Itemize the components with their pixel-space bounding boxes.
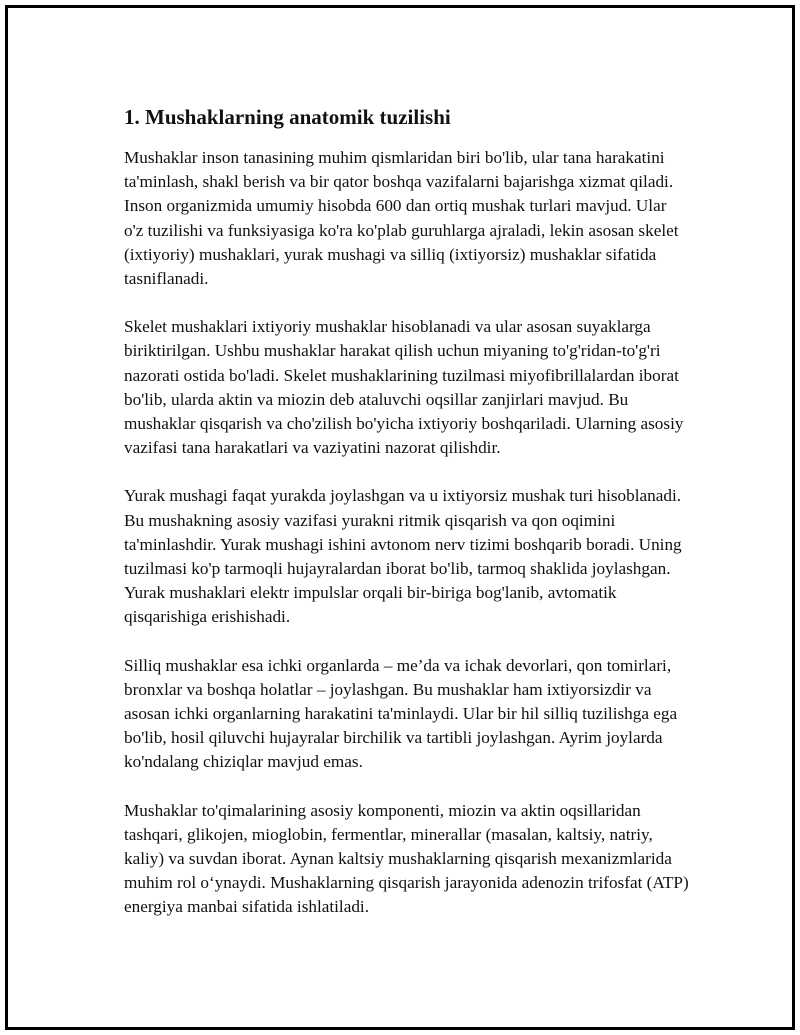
page-frame — [5, 5, 795, 1030]
paragraph-smooth-muscles: Silliq mushaklar esa ichki organlarda – me’da va ichak devorlari, qon tomirlari, bronxlar va boshqa holatlar – joylashgan. Bu mushaklar ham ixtiyorsizdir va asosan ichki organlarning harakatini ta'minlaydi. Ular bir hil silliq tuzilishga ega bo'lib, hosil qiluvchi hujayralar birchilik va tartibli joylashgan. Ayrim joylarda ko'ndalang chiziqlar mavjud emas. — [124, 655, 678, 772]
section-heading: 1. Mushaklarning anatomik tuzilishi — [124, 105, 451, 129]
paragraph-muscle-composition: Mushaklar to'qimalarining asosiy komponenti, miozin va aktin oqsillaridan tashqari, glikojen, mioglobin, fermentlar, minerallar (masalan, kaltsiy, natriy, kaliy) va suvdan iborat. Aynan kaltsiy mushaklarning qisqarish mexanizmlarida muhim rol o‘ynaydi. Mushaklarning qisqarish jarayonida adenozin trifosfat (ATP) energiya manbai sifatida ishlatiladi. — [124, 800, 689, 917]
paragraph-cardiac-muscle: Yurak mushagi faqat yurakda joylashgan va u ixtiyorsiz mushak turi hisoblanadi. Bu mushakning asosiy vazifasi yurakni ritmik qisqarish va qon oqimini ta'minlashdir. Yurak mushagi ishini avtonom nerv tizimi boshqarib boradi. Uning tuzilmasi ko'p tarmoqli hujayralardan iborat bo'lib, tarmoq shaklida joylashgan. Yurak mushaklari elektr impulslar orqali bir-biriga bog'lanib, avtomatik qisqarishiga erishishadi. — [124, 486, 682, 627]
paragraph-skeletal-muscles: Skelet mushaklari ixtiyoriy mushaklar hisoblanadi va ular asosan suyaklarga biriktirilgan. Ushbu mushaklar harakat qilish uchun miyaning to'g'ridan-to'g'ri nazorati ostida bo'ladi. Skelet mushaklarining tuzilmasi miyofibrillalardan iborat bo'lib, ularda aktin va miozin deb ataluvchi oqsillar zanjirlari mavjud. Bu mushaklar qisqarish va cho'zilish bo'yicha ixtiyoriy boshqariladi. Ularning asosiy vazifasi tana harakatlari va vaziyatini nazorat qilishdir. — [124, 317, 684, 458]
document-body — [124, 104, 690, 944]
paragraph-intro: Mushaklar inson tanasining muhim qismlaridan biri bo'lib, ular tana harakatini ta'minlash, shakl berish va bir qator boshqa vazifalarni bajarishga xizmat qiladi. Inson organizmida umumiy hisobda 600 dan ortiq mushak turlari mavjud. Ular o'z tuzilishi va funksiyasiga ko'ra ko'plab guruhlarga ajraladi, lekin asosan skelet (ixtiyoriy) mushaklari, yurak mushagi va silliq (ixtiyorsiz) mushaklar sifatida tasniflanadi. — [124, 148, 679, 289]
